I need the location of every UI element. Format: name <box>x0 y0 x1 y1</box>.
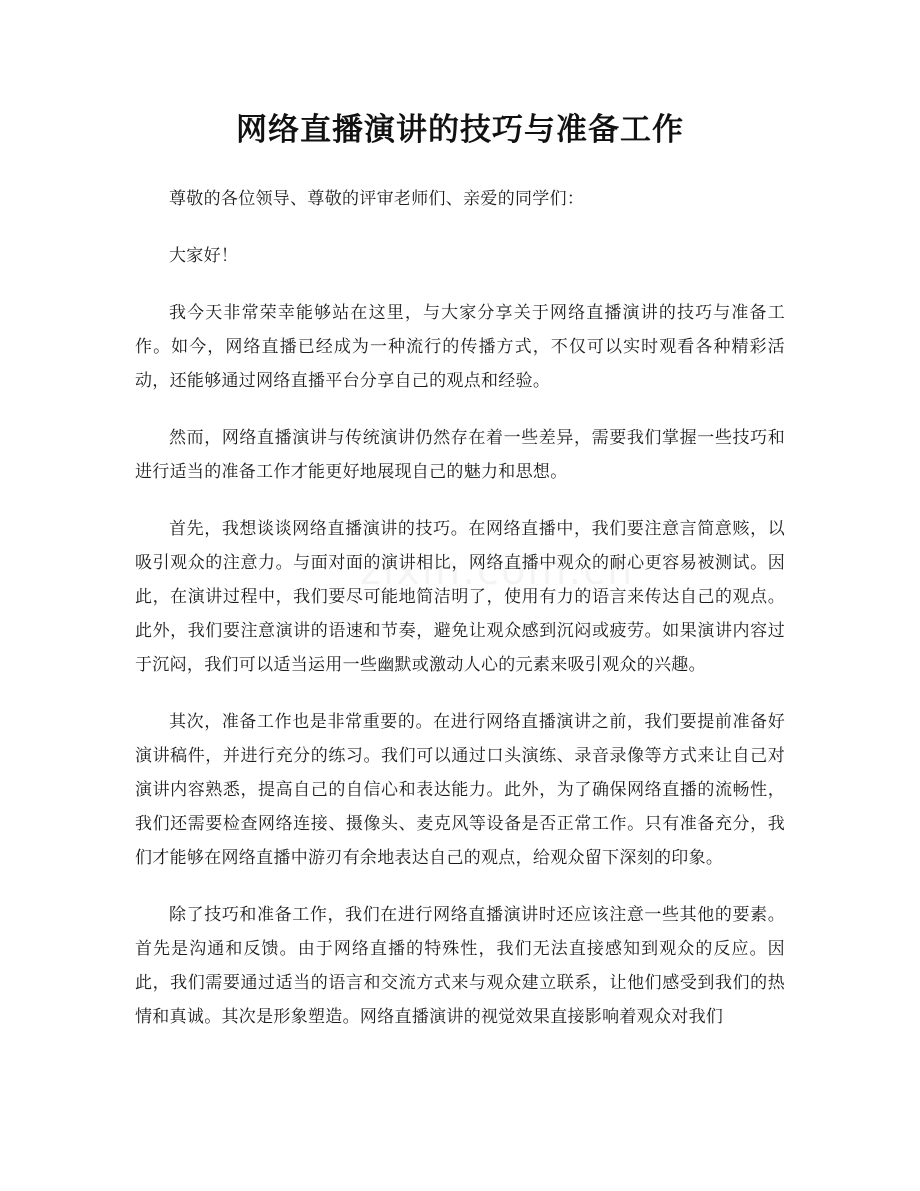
other-elements-paragraph: 除了技巧和准备工作，我们在进行网络直播演讲时还应该注意一些其他的要素。首先是沟通和反馈。由于网络直播的特殊性，我们无法直接感知到观众的反应。因此，我们需要通过适当的语言和交流方式来与观众建立联系，让他们感受到我们的热情和真诚。其次是形象塑造。网络直播演讲的视觉效果直接影响着观众对我们 <box>135 905 785 1027</box>
salutation-paragraph: 尊敬的各位领导、尊敬的评审老师们、亲爱的同学们： <box>169 189 585 209</box>
document-body <box>135 182 785 1057</box>
preparation-paragraph: 其次，准备工作也是非常重要的。在进行网络直播演讲之前，我们要提前准备好演讲稿件，并进行充分的练习。我们可以通过口头演练、录音录像等方式来让自己对演讲内容熟悉，提高自己的自信心和表达能力。此外，为了确保网络直播的流畅性，我们还需要检查网络连接、摄像头、麦克风等设备是否正常工作。只有准备充分，我们才能够在网络直播中游刃有余地表达自己的观点，给观众留下深刻的印象。 <box>135 712 785 868</box>
intro-paragraph: 我今天非常荣幸能够站在这里，与大家分享关于网络直播演讲的技巧与准备工作。如今，网络直播已经成为一种流行的传播方式，不仅可以实时观看各种精彩活动，还能够通过网络直播平台分享自己的观点和经验。 <box>135 303 785 391</box>
document-title: 网络直播演讲的技巧与准备工作 <box>236 112 684 148</box>
skills-paragraph: 首先，我想谈谈网络直播演讲的技巧。在网络直播中，我们要注意言简意赅，以吸引观众的注意力。与面对面的演讲相比，网络直播中观众的耐心更容易被测试。因此，在演讲过程中，我们要尽可能地简洁明了，使用有力的语言来传达自己的观点。此外，我们要注意演讲的语速和节奏，避免让观众感到沉闷或疲劳。如果演讲内容过于沉闷，我们可以适当运用一些幽默或激动人心的元素来吸引观众的兴趣。 <box>135 519 785 675</box>
greeting-paragraph: 大家好！ <box>169 246 239 266</box>
difference-paragraph: 然而，网络直播演讲与传统演讲仍然存在着一些差异，需要我们掌握一些技巧和进行适当的准备工作才能更好地展现自己的魅力和思想。 <box>135 428 785 482</box>
